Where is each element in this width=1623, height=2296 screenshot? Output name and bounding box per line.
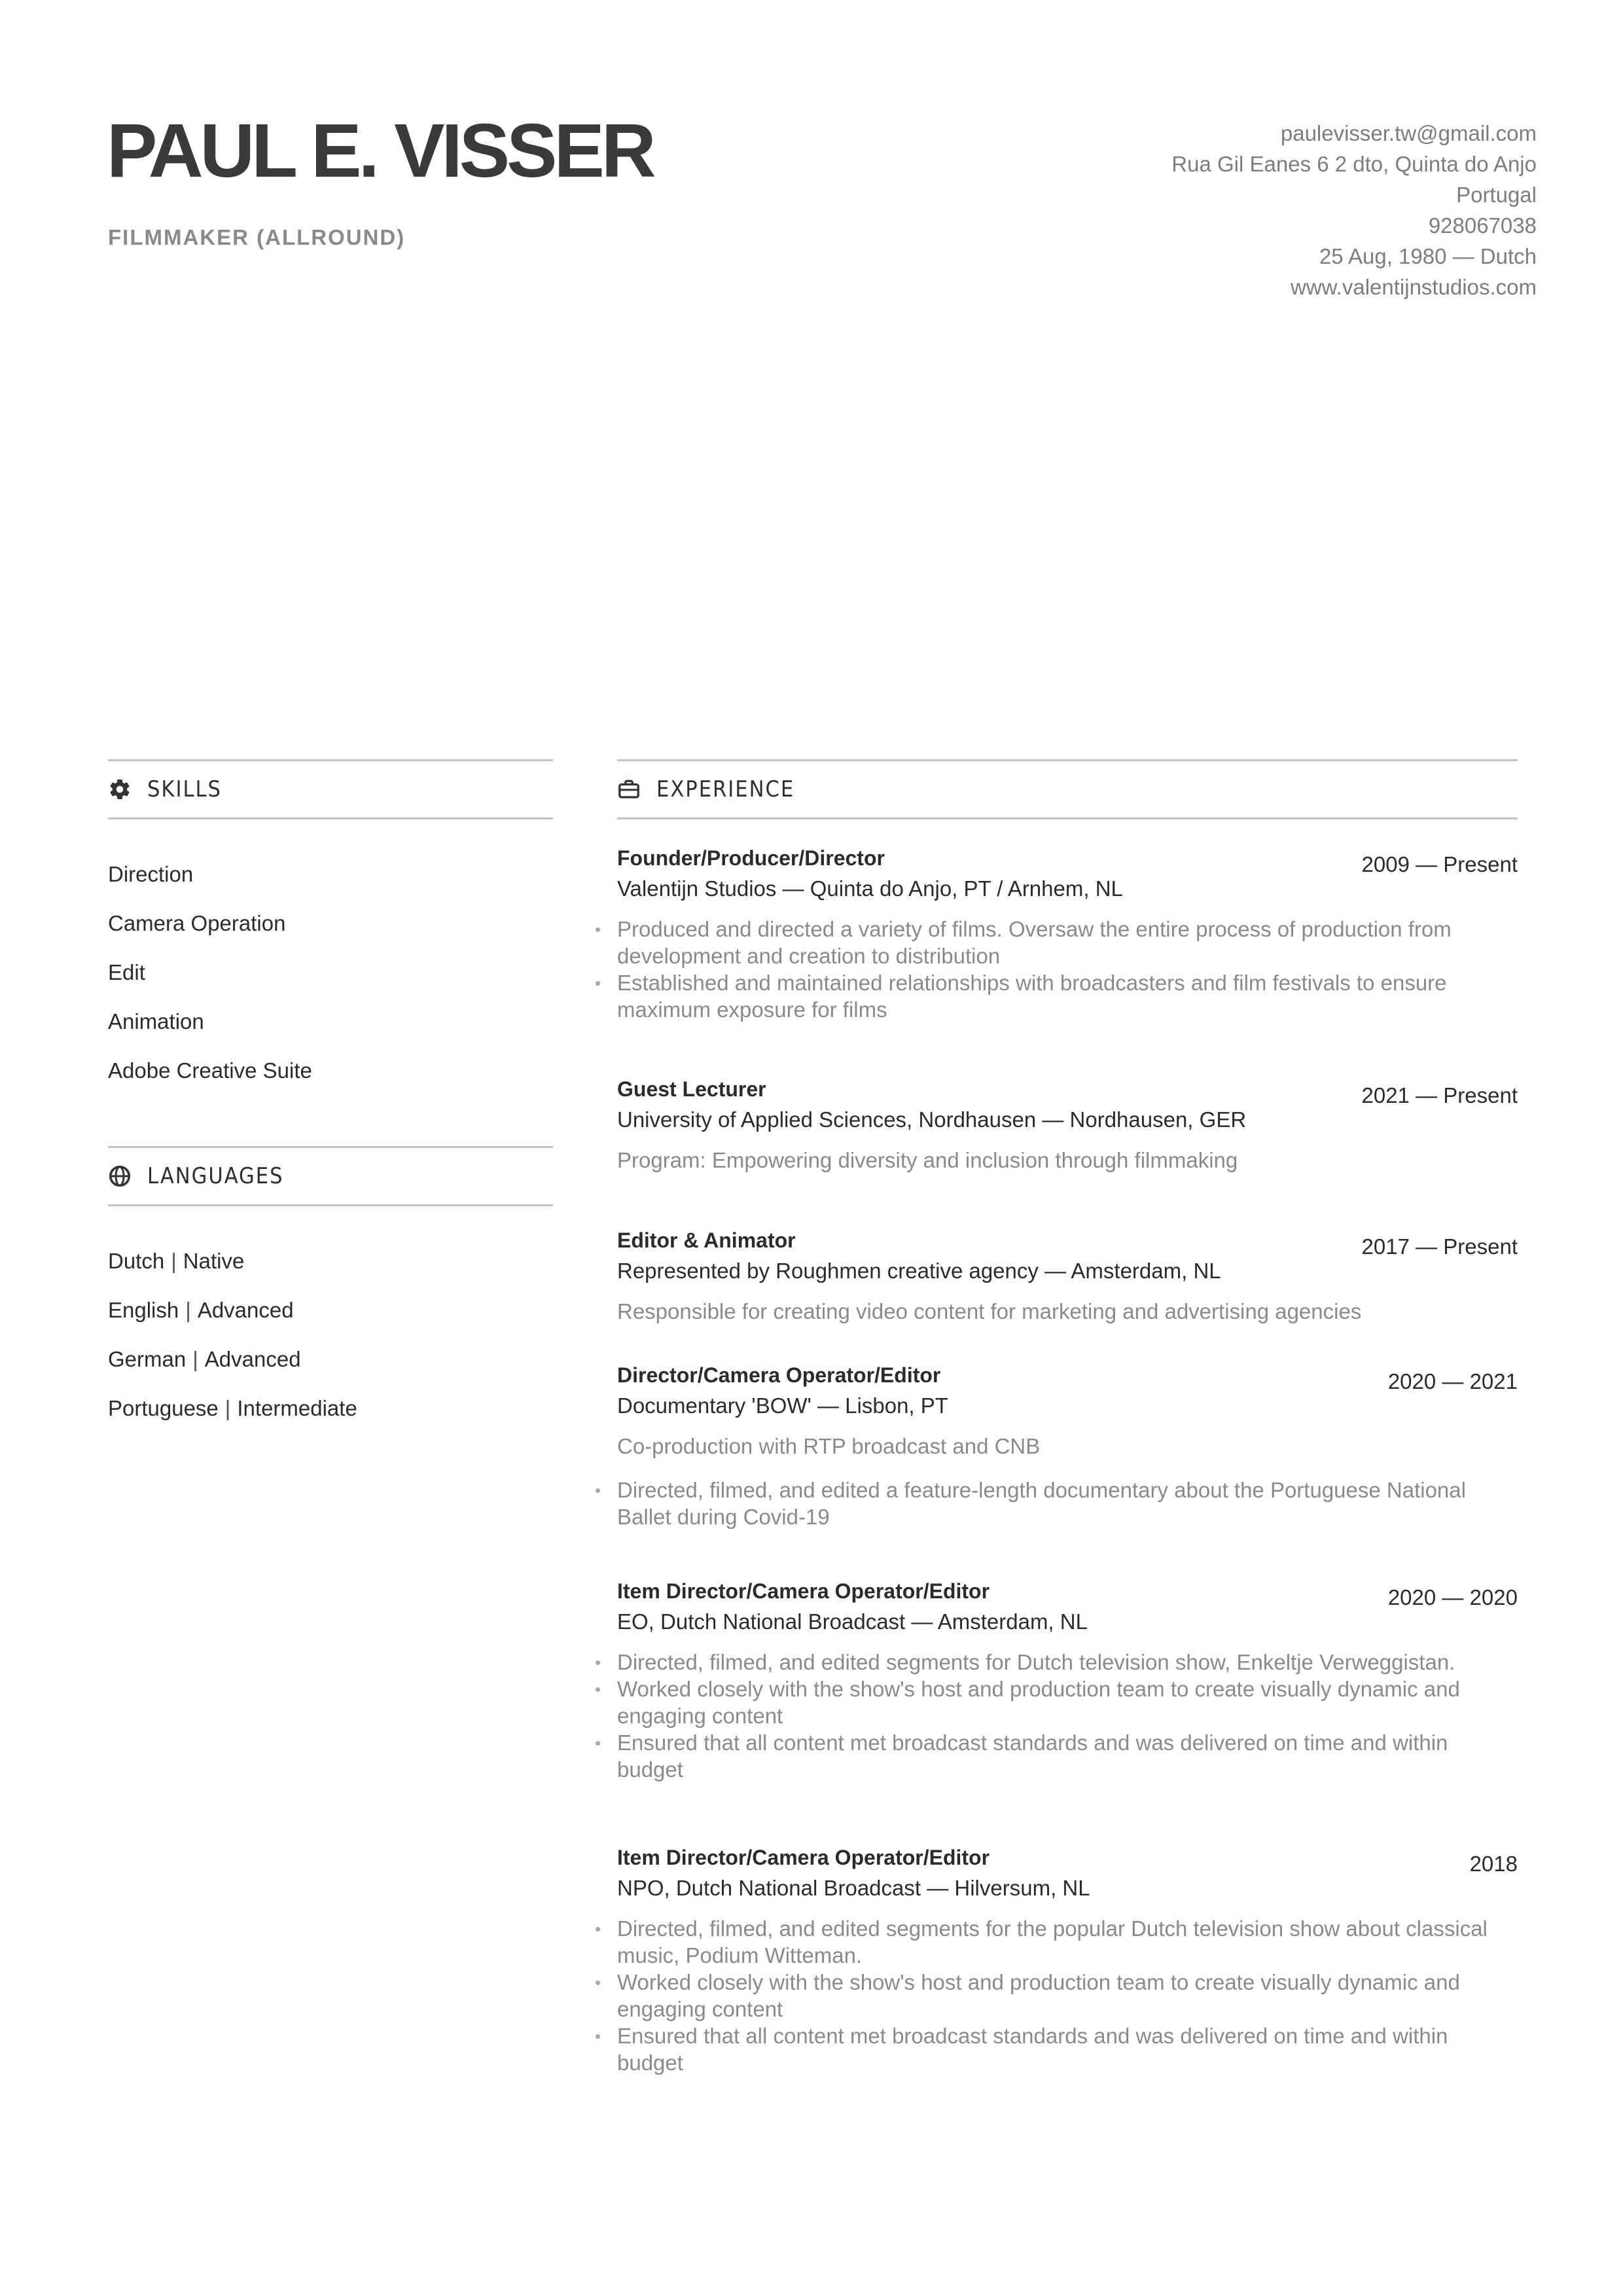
job-bullet: Directed, filmed, and edited a feature-length documentary about the Portuguese National Ballet during Covid-19 [617,1477,1518,1530]
job-dates: 2018 [1469,1852,1518,1876]
job-dates: 2009 — Present [1361,852,1518,876]
language-item [108,1384,553,1433]
job-company: Documentary 'BOW' — Lisbon, PT [617,1393,948,1418]
experience-entry [617,1075,1518,1174]
job-dates: 2020 — 2021 [1387,1369,1518,1393]
job-title: Item Director/Camera Operator/Editor [617,1846,990,1869]
language-level: Advanced [204,1347,301,1371]
skill-item: Camera Operation [108,911,286,935]
job-bullet: Worked closely with the show's host and production team to create visually dynamic and engaging content [617,1676,1518,1729]
job-title: Founder/Producer/Director [617,846,885,870]
job-dates: 2017 — Present [1361,1234,1518,1259]
languages-title: LANGUAGES [147,1163,284,1189]
experience-entry [617,1361,1518,1530]
candidate-role: FILMMAKER (ALLROUND) [108,225,406,249]
contact-website[interactable]: www.valentijnstudios.com [1291,275,1537,299]
job-company: University of Applied Sciences, Nordhausen — Nordhausen, GER [617,1107,1247,1132]
contact-block [1171,118,1537,302]
job-bullet: Directed, filmed, and edited segments for Dutch television show, Enkeltje Verweggistan. [617,1649,1518,1676]
job-bullets [617,1915,1518,2076]
skills-section [108,759,553,1095]
job-title: Guest Lecturer [617,1077,766,1101]
skills-header [108,759,553,819]
gear-icon [108,778,132,801]
experience-title: EXPERIENCE [656,776,795,802]
experience-section [617,759,1518,2075]
globe-icon [108,1164,132,1188]
skill-item: Edit [108,960,145,984]
contact-address: Rua Gil Eanes 6 2 dto, Quinta do Anjo [1171,152,1537,176]
language-name: German [108,1347,187,1371]
job-bullets [617,916,1518,1023]
job-bullet: Worked closely with the show's host and production team to create visually dynamic and engaging content [617,1969,1518,2022]
language-item [108,1335,553,1384]
contact-email[interactable]: paulevisser.tw@gmail.com [1280,121,1537,145]
job-company: Valentijn Studios — Quinta do Anjo, PT / Arnhem, NL [617,876,1123,901]
languages-list [108,1236,553,1433]
skill-item: Direction [108,862,194,886]
language-name: Dutch [108,1249,165,1273]
experience-entry [617,844,1518,1023]
contact-birth-nationality: 25 Aug, 1980 — Dutch [1319,244,1537,268]
experience-entry [617,1843,1518,2076]
job-title: Editor & Animator [617,1229,796,1252]
language-separator: | [224,1396,231,1420]
language-item [108,1285,553,1335]
contact-phone[interactable]: 928067038 [1428,213,1537,238]
job-description: Co-production with RTP broadcast and CNB [617,1434,1041,1458]
skills-list [108,850,553,1095]
job-bullet: Directed, filmed, and edited segments for the popular Dutch television show about classical music, Podium Witteman. [617,1915,1518,1969]
language-name: English [108,1298,179,1322]
skills-title: SKILLS [147,776,222,802]
languages-header [108,1146,553,1206]
job-title: Director/Camera Operator/Editor [617,1363,941,1387]
job-company: NPO, Dutch National Broadcast — Hilversum, NL [617,1876,1090,1900]
job-bullet: Established and maintained relationships with broadcasters and film festivals to ensure maximum exposure for films [617,969,1518,1023]
skill-item: Animation [108,1009,204,1033]
language-level: Advanced [197,1298,294,1322]
job-bullet: Ensured that all content met broadcast standards and was delivered on time and within budget [617,2022,1518,2076]
language-name: Portuguese [108,1396,219,1420]
skill-item: Adobe Creative Suite [108,1058,312,1083]
job-bullets [617,1649,1518,1783]
candidate-name: PAUL E. VISSER [107,108,653,193]
job-bullet: Produced and directed a variety of films. Oversaw the entire process of production from development and creation to distribution [617,916,1518,969]
job-dates: 2021 — Present [1361,1083,1518,1107]
briefcase-icon [617,778,641,801]
experience-entry [617,1577,1518,1783]
experience-header [617,759,1518,819]
job-bullets [617,1477,1518,1530]
language-separator: | [192,1347,198,1371]
job-description: Program: Empowering diversity and inclusion through filmmaking [617,1148,1238,1172]
job-dates: 2020 — 2020 [1387,1585,1518,1609]
left-column [108,759,553,1433]
language-separator: | [185,1298,191,1322]
job-bullet: Ensured that all content met broadcast standards and was delivered on time and within budget [617,1729,1518,1783]
language-level: Intermediate [237,1396,357,1420]
language-level: Native [183,1249,245,1273]
job-company: Represented by Roughmen creative agency — Amsterdam, NL [617,1259,1221,1283]
contact-country: Portugal [1456,183,1537,207]
experience-entry [617,1226,1518,1325]
job-description: Responsible for creating video content for marketing and advertising agencies [617,1299,1362,1323]
job-company: EO, Dutch National Broadcast — Amsterdam, NL [617,1609,1088,1634]
languages-section [108,1146,553,1433]
language-item [108,1236,553,1285]
job-title: Item Director/Camera Operator/Editor [617,1579,990,1603]
language-separator: | [171,1249,177,1273]
